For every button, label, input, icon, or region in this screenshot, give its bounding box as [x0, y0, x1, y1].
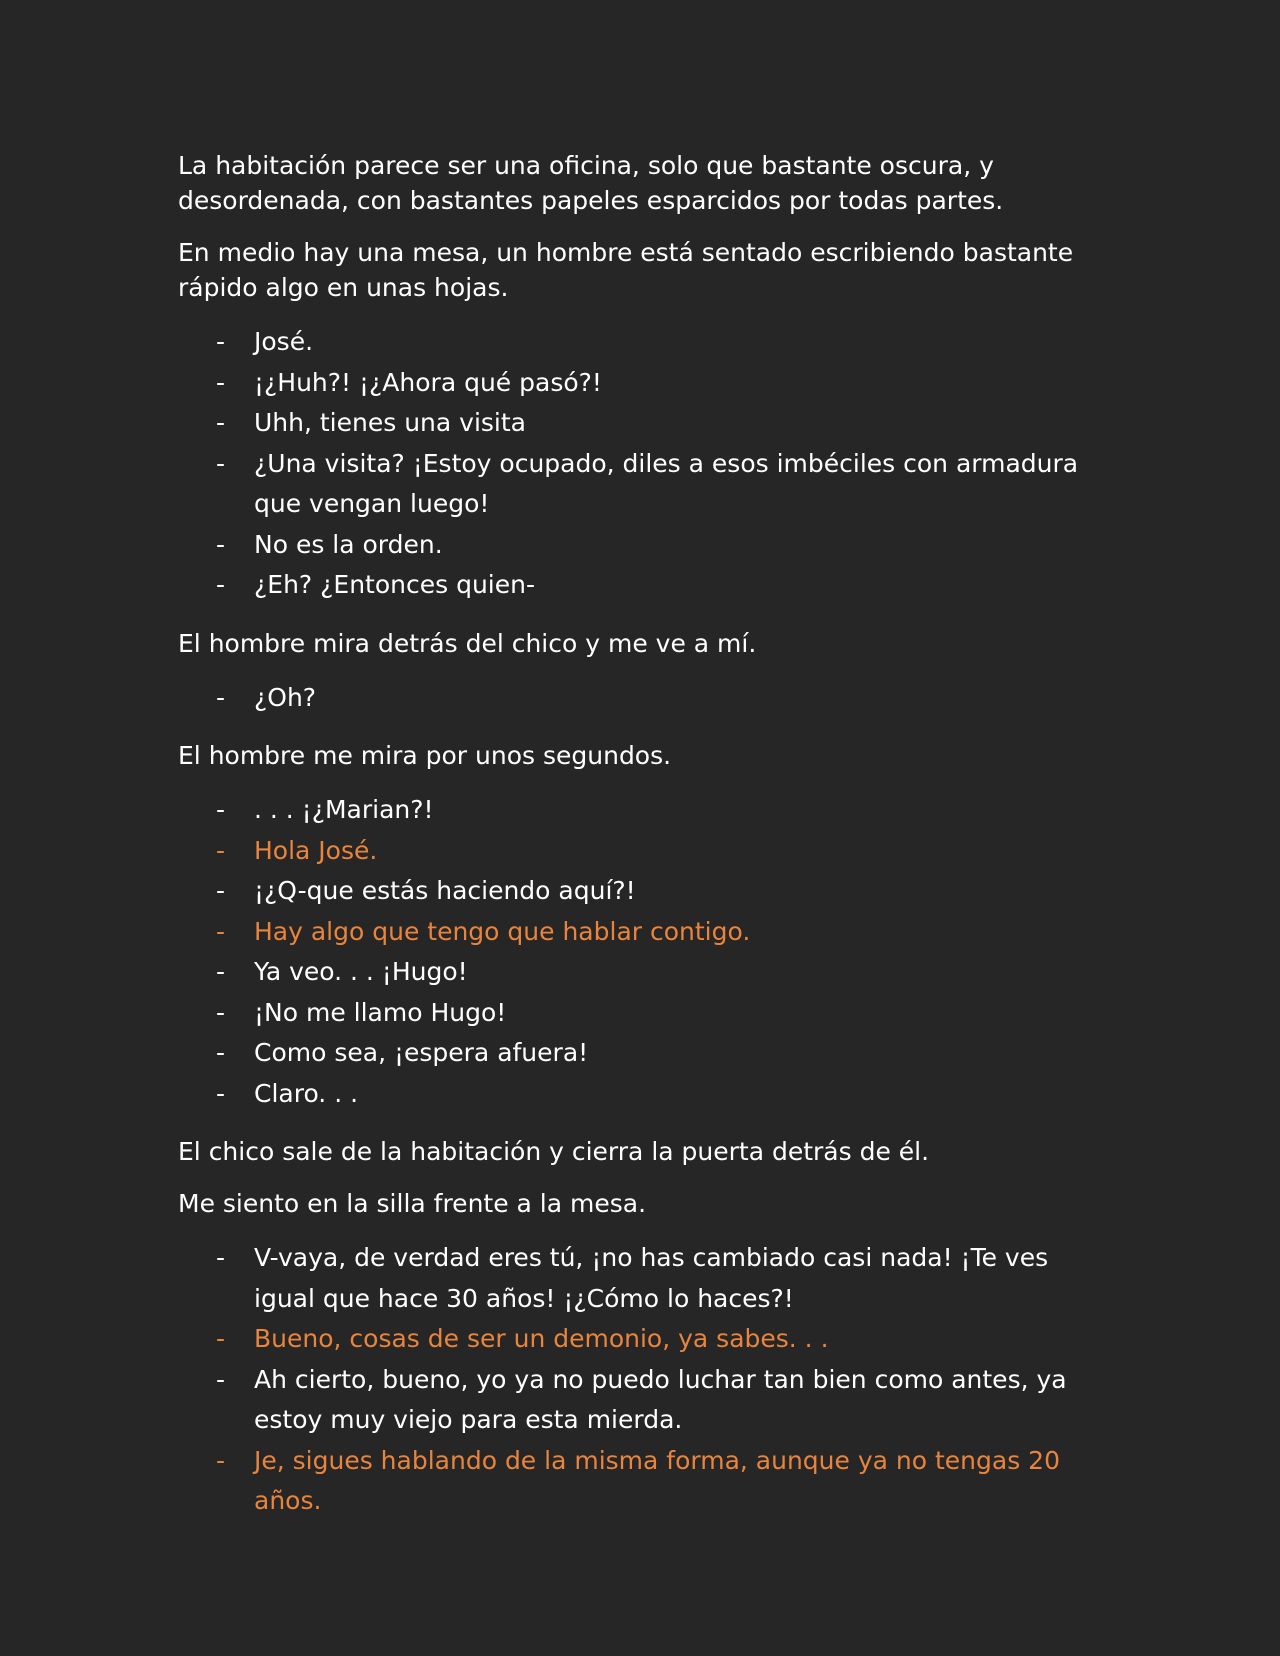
dialogue-dash: - [216, 682, 226, 712]
narration-paragraph: En medio hay una mesa, un hombre está sentado escribiendo bastante rápido algo en unas hojas. [178, 238, 1074, 302]
dialogue-text: ¡No me llamo Hugo! [254, 997, 507, 1027]
dialogue-text: V-vaya, de verdad eres tú, ¡no has cambiado casi nada! ¡Te ves igual que hace 30 años! ¡¿Cómo lo haces?! [254, 1243, 1049, 1313]
dialogue-list [178, 1238, 1120, 1522]
dialogue-text: ¡¿Huh?! ¡¿Ahora qué pasó?! [254, 367, 602, 397]
dialogue-text: José. [254, 327, 314, 356]
dialogue-dash: - [216, 916, 226, 946]
dialogue-text: ¿Oh? [254, 682, 317, 712]
dialogue-dash: - [216, 1038, 226, 1067]
dialogue-line [178, 403, 1084, 444]
dialogue-line [178, 790, 1084, 831]
dialogue-line [178, 525, 1084, 566]
dialogue-line [178, 1238, 1084, 1319]
dialogue-dash: - [216, 327, 226, 356]
dialogue-line [178, 322, 1084, 363]
dialogue-text: Uhh, tienes una visita [254, 408, 526, 437]
dialogue-line [178, 363, 1084, 404]
narration-paragraph: El chico sale de la habitación y cierra la puerta detrás de él. [178, 1137, 930, 1166]
dialogue-dash: - [216, 795, 226, 824]
dialogue-text: Bueno, cosas de ser un demonio, ya sabes. . . [254, 1324, 829, 1353]
dialogue-text: Je, sigues hablando de la misma forma, aunque ya no tengas 20 años. [254, 1445, 1060, 1515]
dialogue-text: Hay algo que tengo que hablar contigo. [254, 916, 751, 946]
dialogue-dash: - [216, 1243, 226, 1272]
dialogue-dash: - [216, 367, 226, 397]
dialogue-text: Como sea, ¡espera afuera! [254, 1038, 589, 1067]
dialogue-dash: - [216, 1324, 226, 1353]
narration-paragraph: Me siento en la silla frente a la mesa. [178, 1189, 647, 1218]
dialogue-line [178, 952, 1084, 993]
dialogue-list [178, 678, 1120, 719]
dialogue-text: Ya veo. . . ¡Hugo! [254, 957, 468, 986]
dialogue-dash: - [216, 1364, 226, 1394]
dialogue-text: . . . ¡¿Marian?! [254, 795, 434, 824]
narration-paragraph: El hombre me mira por unos segundos. [178, 741, 672, 770]
dialogue-text: ¿Eh? ¿Entonces quien- [254, 570, 535, 599]
dialogue-list [178, 322, 1120, 606]
dialogue-line-marian [178, 831, 1084, 872]
dialogue-dash: - [216, 957, 226, 986]
dialogue-line-marian [178, 1319, 1084, 1360]
dialogue-dash: - [216, 1078, 226, 1108]
dialogue-text: ¡¿Q-que estás haciendo aquí?! [254, 876, 636, 905]
dialogue-line [178, 871, 1084, 912]
dialogue-list [178, 790, 1120, 1114]
dialogue-dash: - [216, 529, 226, 559]
dialogue-text: Hola José. [254, 835, 378, 865]
dialogue-line [178, 1033, 1084, 1074]
dialogue-text: No es la orden. [254, 529, 443, 559]
dialogue-line-marian [178, 1441, 1084, 1522]
narration-paragraph: El hombre mira detrás del chico y me ve a mí. [178, 628, 757, 658]
dialogue-line [178, 678, 1084, 719]
dialogue-line [178, 993, 1084, 1034]
dialogue-dash: - [216, 570, 226, 599]
dialogue-line [178, 1360, 1084, 1441]
dialogue-line [178, 444, 1084, 525]
narration-paragraph: La habitación parece ser una oficina, solo que bastante oscura, y desordenada, con bastantes papeles esparcidos por todas partes. [178, 151, 1004, 215]
dialogue-dash: - [216, 448, 226, 478]
dialogue-text: ¿Una visita? ¡Estoy ocupado, diles a esos imbéciles con armadura que vengan luego! [254, 448, 1079, 518]
dialogue-text: Claro. . . [254, 1078, 359, 1108]
dialogue-dash: - [216, 835, 226, 865]
dialogue-line [178, 565, 1084, 606]
dialogue-text: Ah cierto, bueno, yo ya no puedo luchar tan bien como antes, ya estoy muy viejo para esta mierda. [254, 1364, 1067, 1434]
dialogue-dash: - [216, 876, 226, 905]
dialogue-dash: - [216, 997, 226, 1027]
dialogue-dash: - [216, 1445, 226, 1475]
dialogue-dash: - [216, 408, 226, 437]
dialogue-line [178, 1074, 1084, 1115]
dialogue-line-marian [178, 912, 1084, 953]
